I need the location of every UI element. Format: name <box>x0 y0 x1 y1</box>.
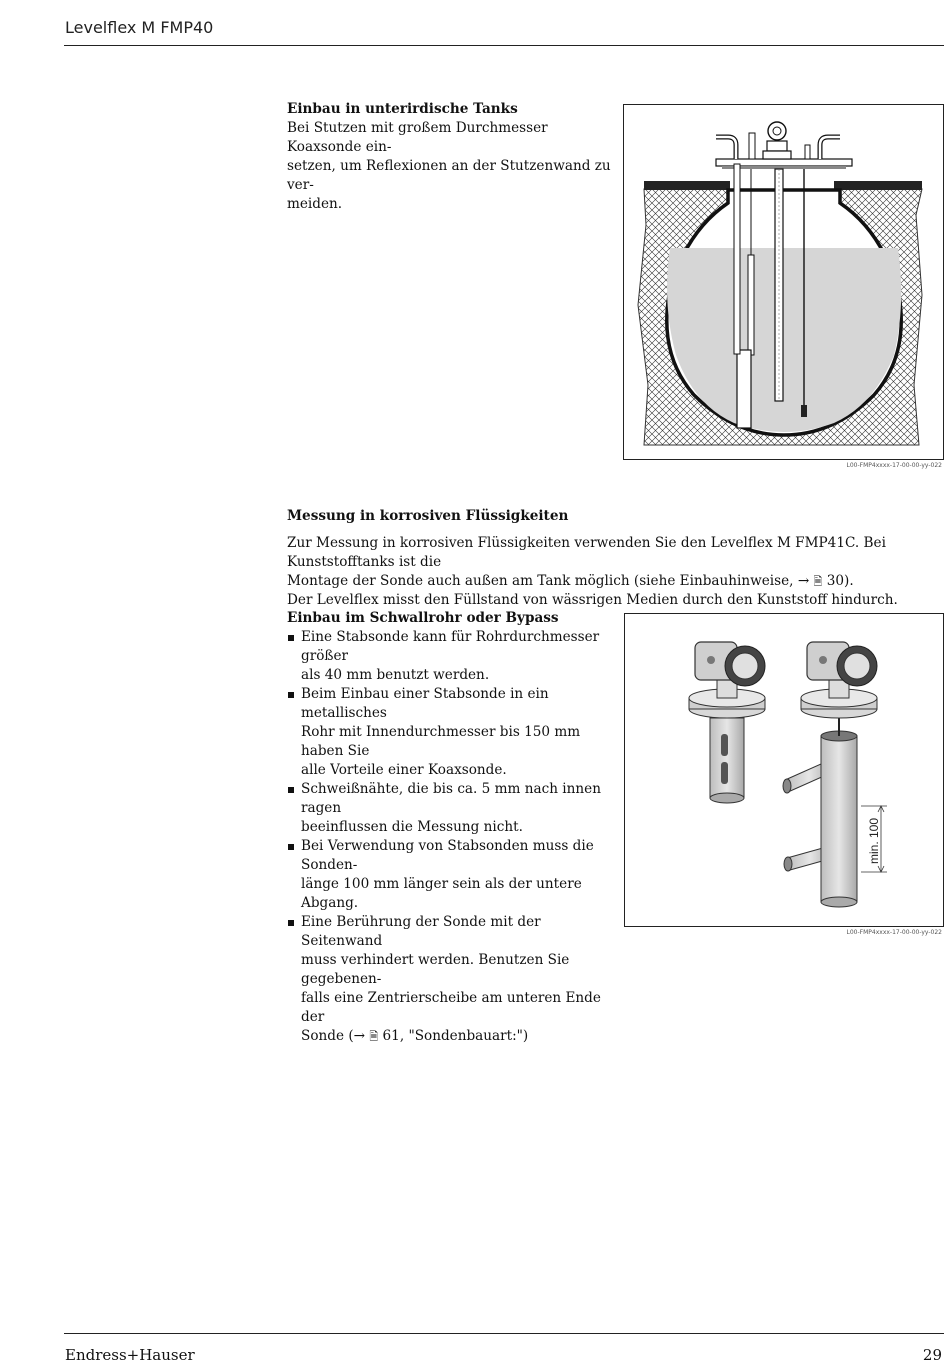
figure-caption: L00-FMP4xxxx-17-00-00-yy-022 <box>846 462 942 469</box>
figure-bypass <box>624 613 944 927</box>
section-heading: Einbau in unterirdische Tanks <box>287 101 518 117</box>
text-line <box>287 572 943 591</box>
list-item <box>287 685 617 780</box>
text-segment: Montage der Sonde auch außen am Tank möglich (siehe Einbauhinweise, → <box>287 573 810 589</box>
document-page-icon: 🗎 <box>369 1030 379 1043</box>
list-item <box>287 780 617 837</box>
bypass-illustration <box>625 614 943 926</box>
list-item <box>287 837 617 913</box>
list-item <box>287 628 617 685</box>
section-bypass <box>287 609 617 1046</box>
text-line: Der Levelflex misst den Füllstand von wässrigen Medien durch den Kunststoff hindurch. <box>287 592 898 608</box>
text-line: falls eine Zentrierscheibe am unteren Ende der <box>301 990 601 1025</box>
footer-rule <box>64 1333 944 1334</box>
section-paragraph <box>287 534 943 610</box>
text-line: Zur Messung in korrosiven Flüssigkeiten verwenden Sie den Levelflex M FMP41C. Bei Kunststofftanks ist die <box>287 535 886 570</box>
section-corrosive-liquids <box>287 507 943 610</box>
running-header-title: Levelflex M FMP40 <box>65 18 214 37</box>
text-line: Bei Stutzen mit großem Durchmesser Koaxsonde ein- <box>287 120 548 155</box>
text-line: meiden. <box>287 196 343 212</box>
text-line: muss verhindert werden. Benutzen Sie gegebenen- <box>301 952 570 987</box>
text-line: Beim Einbau einer Stabsonde in ein metallisches <box>301 686 549 721</box>
dimension-label: min. 100 <box>867 817 881 864</box>
text-line: setzen, um Reflexionen an der Stutzenwand zu ver- <box>287 158 611 193</box>
bullet-list <box>287 628 617 1046</box>
figure-caption: L00-FMP4xxxx-17-00-00-yy-022 <box>846 929 942 936</box>
list-item <box>287 913 617 1046</box>
text-line: Schweißnähte, die bis ca. 5 mm nach innen ragen <box>301 781 601 816</box>
section-heading: Messung in korrosiven Flüssigkeiten <box>287 508 569 524</box>
section-heading: Einbau im Schwallrohr oder Bypass <box>287 610 559 626</box>
underground-tank-illustration <box>624 105 943 459</box>
text-line: Bei Verwendung von Stabsonden muss die Sonden- <box>301 838 594 873</box>
text-line: beeinflussen die Messung nicht. <box>301 819 523 835</box>
text-line: Rohr mit Innendurchmesser bis 150 mm haben Sie <box>301 724 581 759</box>
text-line: als 40 mm benutzt werden. <box>301 667 490 683</box>
header-rule <box>64 45 944 46</box>
text-line: Eine Stabsonde kann für Rohrdurchmesser größer <box>301 629 600 664</box>
section-paragraph <box>287 119 617 214</box>
document-page-icon: 🗎 <box>813 575 823 588</box>
section-underground-tanks <box>287 100 617 214</box>
page-reference: 61, "Sondenbauart:") <box>382 1028 529 1044</box>
figure-underground-tank <box>623 104 944 460</box>
text-line: alle Vorteile einer Koaxsonde. <box>301 762 507 778</box>
text-line: Eine Berührung der Sonde mit der Seitenwand <box>301 914 541 949</box>
footer-brand: Endress+Hauser <box>65 1346 195 1364</box>
page-number: 29 <box>922 1346 942 1364</box>
text-segment: Sonde (→ <box>301 1028 366 1044</box>
text-line: länge 100 mm länger sein als der untere Abgang. <box>301 876 582 911</box>
page-reference: 30). <box>826 573 854 589</box>
text-line <box>301 1027 617 1046</box>
